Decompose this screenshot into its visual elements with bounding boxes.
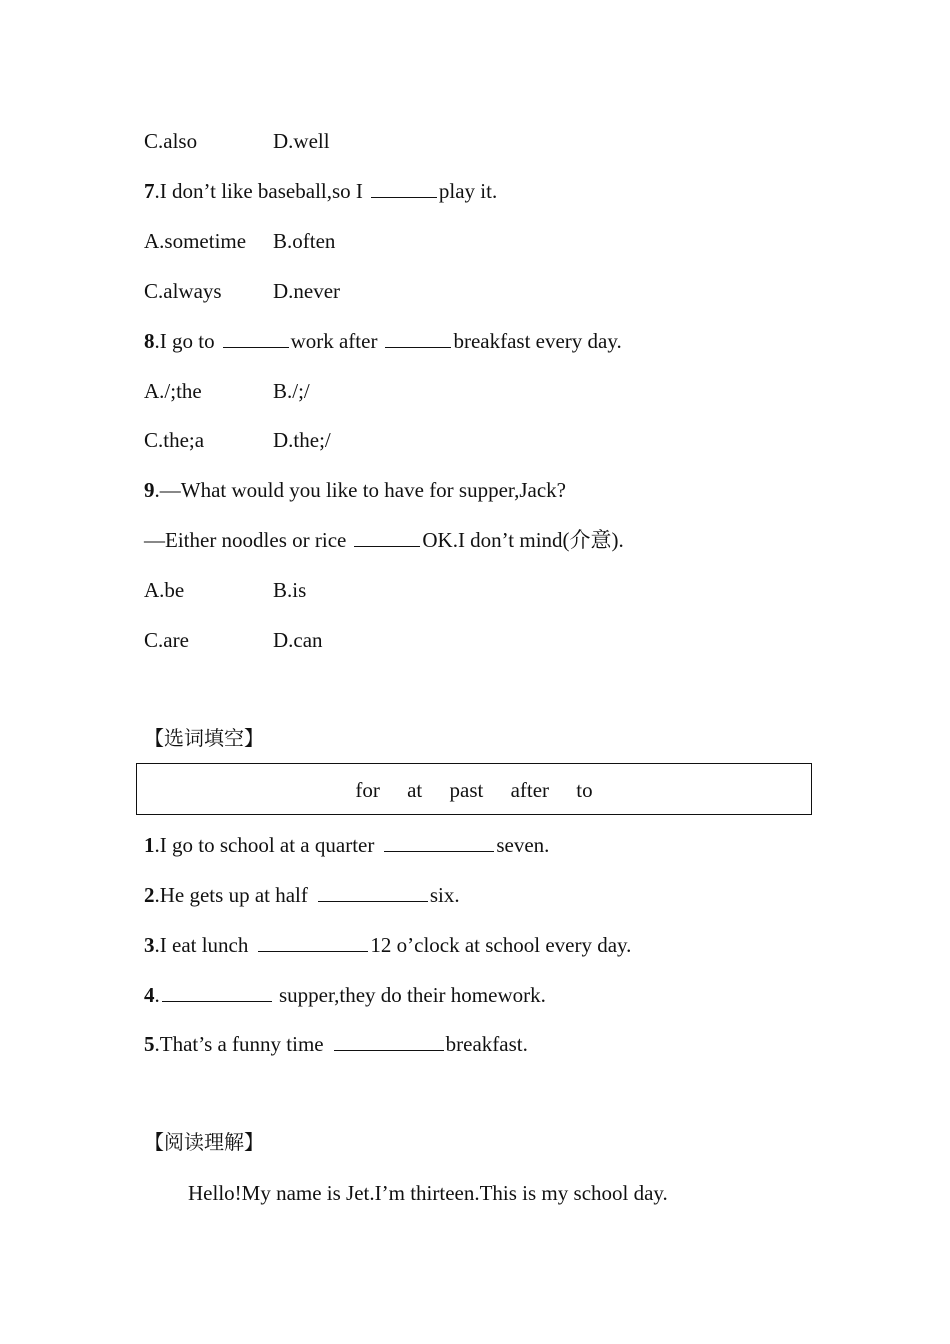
q8-options-row-2 [144,426,331,454]
q9-option-d: D.can [273,628,323,652]
q6-options-row-2 [144,127,330,155]
q9-option-c: C.are [144,628,189,652]
q8-option-c: C.the;a [144,428,205,452]
fill-item-text-pre: .That’s a funny time [154,1032,324,1056]
q9-answer-pre: —Either noodles or rice [144,528,347,552]
q8-option-d: D.the;/ [273,428,331,452]
word-bank-item: at [407,778,423,802]
q7-option-a: A.sometime [144,229,247,253]
fill-item-blank [384,833,494,852]
q6-option-c: C.also [144,129,198,153]
fill-item-text-pre: . [154,983,160,1007]
q8-text-post: breakfast every day. [453,329,622,353]
word-bank-item: after [510,778,550,802]
fill-item-blank [162,983,272,1002]
fill-item-blank [334,1032,444,1051]
q8-text-pre: .I go to [154,329,215,353]
reading-section-title: 【阅读理解】 [144,1130,264,1154]
fill-item-3 [144,931,631,959]
q7-question [144,177,497,205]
q7-blank [371,179,437,198]
q7-options-row-1 [144,227,335,255]
q8-options-row-1 [144,377,310,405]
fill-item-number: 2 [144,883,155,907]
q9-question [144,476,566,504]
q9-option-a: A.be [144,578,185,602]
q8-blank-2 [385,329,451,348]
q9-answer-post: OK.I don’t mind(介意). [422,528,624,552]
q8-question [144,327,622,355]
fill-section-title: 【选词填空】 [144,726,264,750]
q7-text-post: play it. [438,179,498,203]
q9-blank [354,528,420,547]
fill-item-5 [144,1030,528,1058]
reading-first-line: Hello!My name is Jet.I’m thirteen.This is my school day. [188,1181,668,1205]
fill-item-number: 4 [144,983,155,1007]
word-bank-box [136,763,812,815]
fill-item-text-post: breakfast. [445,1032,528,1056]
q8-option-a: A./;the [144,379,202,403]
q7-text-pre: .I don’t like baseball,so I [154,179,363,203]
fill-item-text-post: supper,they do their homework. [273,983,546,1007]
q8-option-b: B./;/ [273,379,310,403]
q9-options-row-2 [144,626,323,654]
fill-item-blank [318,883,428,902]
q8-text-mid: work after [290,329,378,353]
fill-item-number: 1 [144,833,155,857]
q7-options-row-2 [144,277,340,305]
q9-number: 9 [144,478,155,502]
q7-option-b: B.often [273,229,336,253]
q9-options-row-1 [144,576,306,604]
q8-number: 8 [144,329,155,353]
fill-item-text-post: six. [429,883,460,907]
q7-option-c: C.always [144,279,222,303]
q9-answer [144,526,624,554]
fill-item-1 [144,831,549,859]
fill-item-number: 5 [144,1032,155,1056]
fill-item-2 [144,881,460,909]
fill-item-text-pre: .I eat lunch [154,933,249,957]
q9-text: .—What would you like to have for supper,Jack? [154,478,566,502]
fill-item-text-pre: .He gets up at half [154,883,308,907]
q7-number: 7 [144,179,155,203]
q7-option-d: D.never [273,279,341,303]
q8-blank-1 [223,329,289,348]
q9-option-b: B.is [273,578,307,602]
fill-item-4 [144,981,546,1009]
word-bank-item: to [576,778,593,802]
fill-item-text-post: 12 o’clock at school every day. [370,933,632,957]
fill-item-text-post: seven. [496,833,550,857]
word-bank-item: for [355,778,380,802]
q6-option-d: D.well [273,129,330,153]
word-bank-item: past [449,778,484,802]
fill-item-blank [258,933,368,952]
fill-item-text-pre: .I go to school at a quarter [154,833,375,857]
fill-item-number: 3 [144,933,155,957]
